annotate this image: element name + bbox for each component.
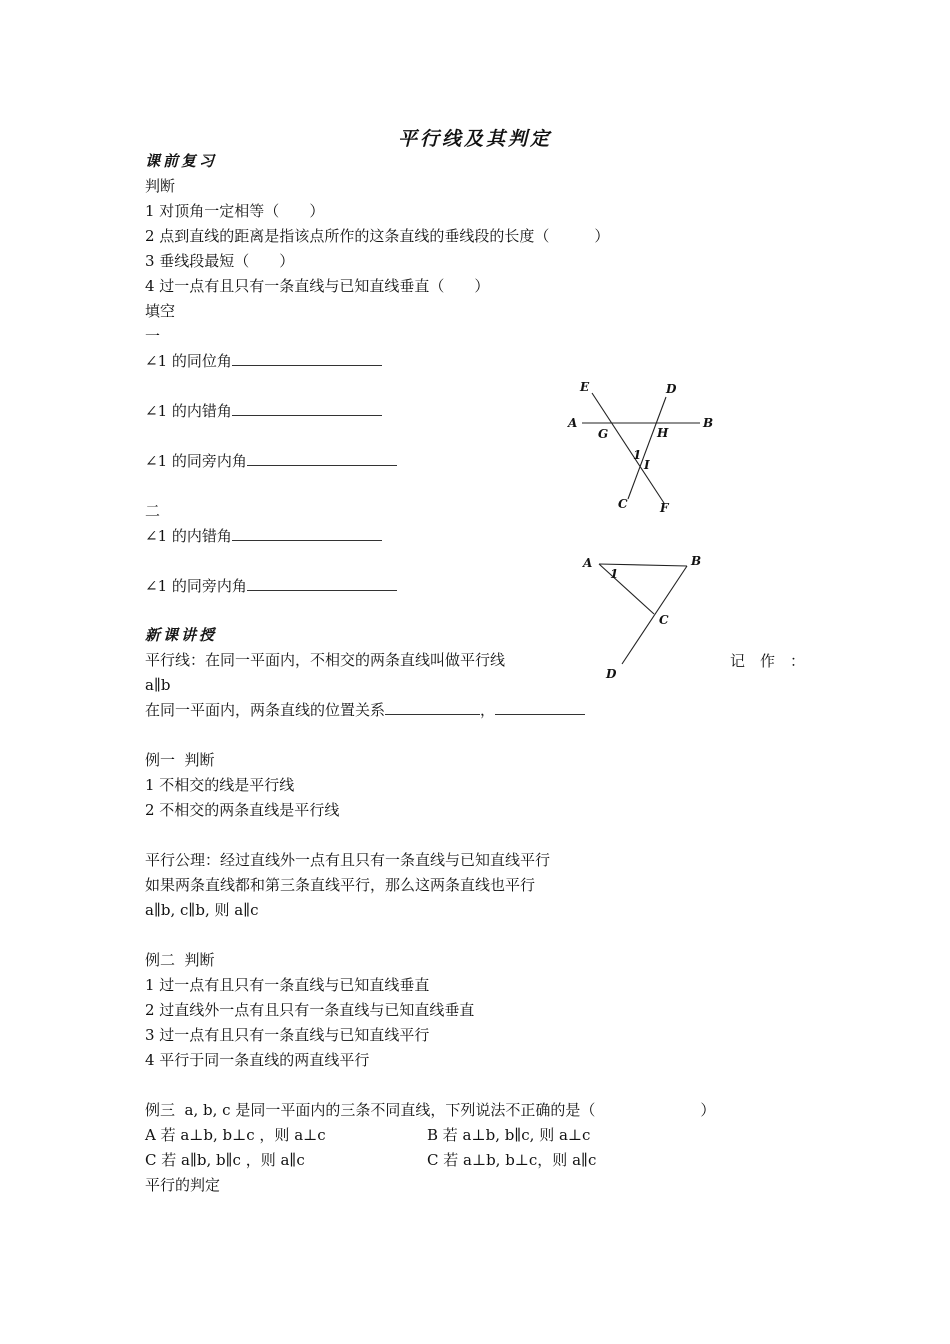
label-g: G	[598, 427, 609, 441]
parallel-corollary: 如果两条直线都和第三条直线平行，那么这两条直线也平行	[145, 876, 536, 894]
definition-notation: a∥b	[145, 676, 171, 694]
example-3-option-c: C 若 a∥b, b∥c ，则 a∥c	[145, 1151, 305, 1169]
example-2-item-1: 1 过一点有且只有一条直线与已知直线垂直	[145, 976, 430, 994]
parallel-criteria-heading: 平行的判定	[145, 1176, 221, 1194]
part2-item-2: ∠1 的同旁内角	[145, 576, 397, 596]
answer-blank[interactable]	[247, 576, 397, 591]
example-1-item-2: 2 不相交的两条直线是平行线	[145, 801, 340, 819]
example-2-item-4: 4 平行于同一条直线的两直线平行	[145, 1051, 370, 1069]
example-3-option-a: A 若 a⊥b, b⊥c ，则 a⊥c	[145, 1126, 326, 1144]
line-ab	[599, 564, 687, 566]
part2-item-1: ∠1 的内错角	[145, 526, 382, 546]
judge-label: 判断	[145, 177, 176, 195]
part1-item-2: ∠1 的内错角	[145, 401, 382, 421]
example-2-title: 例二 判断	[145, 951, 215, 969]
example-1-item-1: 1 不相交的线是平行线	[145, 776, 295, 794]
label-a: A	[583, 556, 593, 570]
definition-line: 平行线：在同一平面内，不相交的两条直线叫做平行线	[145, 651, 506, 669]
answer-blank[interactable]	[495, 700, 585, 715]
parallel-corollary-symbolic: a∥b, c∥b, 则 a∥c	[145, 901, 259, 919]
label-i: I	[644, 458, 650, 472]
label-h: H	[657, 426, 669, 440]
label-b: B	[691, 554, 702, 568]
part1-item-1: ∠1 的同位角	[145, 351, 382, 371]
lesson-heading: 新课讲授	[145, 626, 218, 644]
label-d: D	[606, 667, 617, 681]
label-c: C	[659, 613, 669, 627]
example-3-title: 例三 a, b, c 是同一平面内的三条不同直线，下列说法不正确的是（ ）	[145, 1101, 716, 1119]
review-item-4: 4 过一点有且只有一条直线与已知直线垂直（ ）	[145, 277, 490, 295]
figure-2-diagram	[575, 548, 715, 683]
review-heading: 课前复习	[145, 152, 218, 170]
label-f: F	[660, 501, 669, 515]
label-angle-1: 1	[610, 567, 619, 581]
label-e: E	[580, 380, 590, 394]
example-3-option-b: B 若 a⊥b, b∥c, 则 a⊥c	[427, 1126, 591, 1144]
parallel-axiom: 平行公理：经过直线外一点有且只有一条直线与已知直线平行	[145, 851, 551, 869]
fill-label: 填空	[145, 302, 176, 320]
figure-1-diagram	[560, 375, 730, 520]
label-c: C	[618, 497, 628, 511]
answer-blank[interactable]	[232, 351, 382, 366]
definition-note: 记 作 ：	[730, 652, 806, 670]
example-2-item-2: 2 过直线外一点有且只有一条直线与已知直线垂直	[145, 1001, 475, 1019]
label-a: A	[568, 416, 578, 430]
line-bd	[622, 566, 687, 664]
example-1-title: 例一 判断	[145, 751, 215, 769]
page-title: 平行线及其判定	[397, 128, 552, 150]
review-item-2: 2 点到直线的距离是指该点所作的这条直线的垂线段的长度（ ）	[145, 227, 610, 245]
part1-item-3: ∠1 的同旁内角	[145, 451, 397, 471]
answer-blank[interactable]	[232, 526, 382, 541]
relation-line: 在同一平面内，两条直线的位置关系 ，	[145, 700, 585, 720]
answer-blank[interactable]	[232, 401, 382, 416]
line-ad	[599, 564, 654, 614]
label-b: B	[703, 416, 714, 430]
example-3-option-d: C 若 a⊥b, b⊥c，则 a∥c	[427, 1151, 597, 1169]
review-item-1: 1 对顶角一定相等（ ）	[145, 202, 325, 220]
label-d: D	[666, 382, 677, 396]
part1-label: 一	[145, 327, 161, 345]
answer-blank[interactable]	[385, 700, 480, 715]
review-item-3: 3 垂线段最短（ ）	[145, 252, 295, 270]
label-angle-1: 1	[633, 448, 642, 462]
line-ef	[592, 393, 664, 503]
answer-blank[interactable]	[247, 451, 397, 466]
part2-label: 二	[145, 502, 161, 520]
example-2-item-3: 3 过一点有且只有一条直线与已知直线平行	[145, 1026, 430, 1044]
